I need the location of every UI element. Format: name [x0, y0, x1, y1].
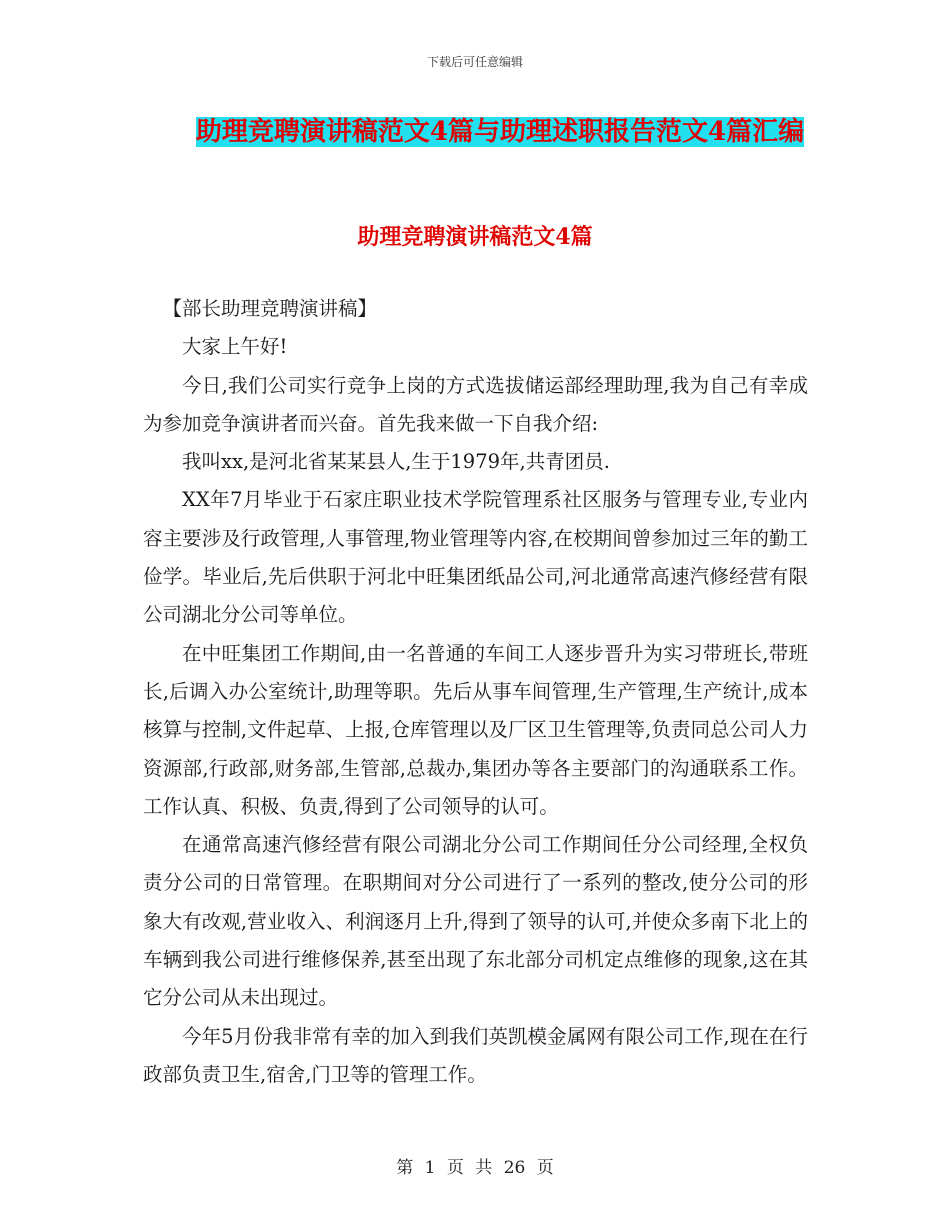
paragraph: 今日,我们公司实行竞争上岗的方式选拔储运部经理助理,我为自己有幸成为参加竞争演讲者而兴奋。首先我来做一下自我介绍: [143, 373, 808, 435]
document-title [180, 110, 820, 154]
header-note: 下载后可任意编辑 [426, 55, 523, 69]
paragraph: 我叫xx,是河北省某某县人,生于1979年,共青团员. [182, 450, 610, 474]
paragraph: 今年5月份我非常有幸的加入到我们英凯模金属网有限公司工作,现在在行政部负责卫生,宿舍,门卫等的管理工作。 [143, 1024, 808, 1086]
paragraph: 在中旺集团工作期间,由一名普通的车间工人逐步晋升为实习带班长,带班长,后调入办公室统计,助理等职。先后从事车间管理,生产管理,生产统计,成本核算与控制,文件起草、上报,仓库管理以及厂区卫生管理等,负责同总公司人力资源部,行政部,财务部,生管部,总裁办,集团办等各主要部门的沟通联系工作。工作认真、积极、负责,得到了公司领导的认可。 [143, 641, 808, 818]
section-title: 助理竞聘演讲稿范文4篇 [357, 224, 593, 250]
document-title-text: 助理竞聘演讲稿范文4篇与助理述职报告范文4篇汇编 [195, 117, 805, 147]
paragraph-heading: 【部长助理竞聘演讲稿】 [162, 297, 378, 320]
paragraph: 在通常高速汽修经营有限公司湖北分公司工作期间任分公司经理,全权负责分公司的日常管理。在职期间对分公司进行了一系列的整改,使分公司的形象大有改观,营业收入、利润逐月上升,得到了领导的认可,并使众多南下北上的车辆到我公司进行维修保养,甚至出现了东北部分司机定点维修的现象,这在其它分公司从未出现过。 [143, 833, 808, 1010]
paragraph: 大家上午好! [182, 335, 288, 359]
paragraph: XX年7月毕业于石家庄职业技术学院管理系社区服务与管理专业,专业内容主要涉及行政管理,人事管理,物业管理等内容,在校期间曾参加过三年的勤工俭学。毕业后,先后供职于河北中旺集团纸品公司,河北通常高速汽修经营有限公司湖北分公司等单位。 [143, 488, 808, 627]
document-body [143, 290, 808, 1094]
page-footer: 第 1 页 共 26 页 [396, 1158, 554, 1178]
